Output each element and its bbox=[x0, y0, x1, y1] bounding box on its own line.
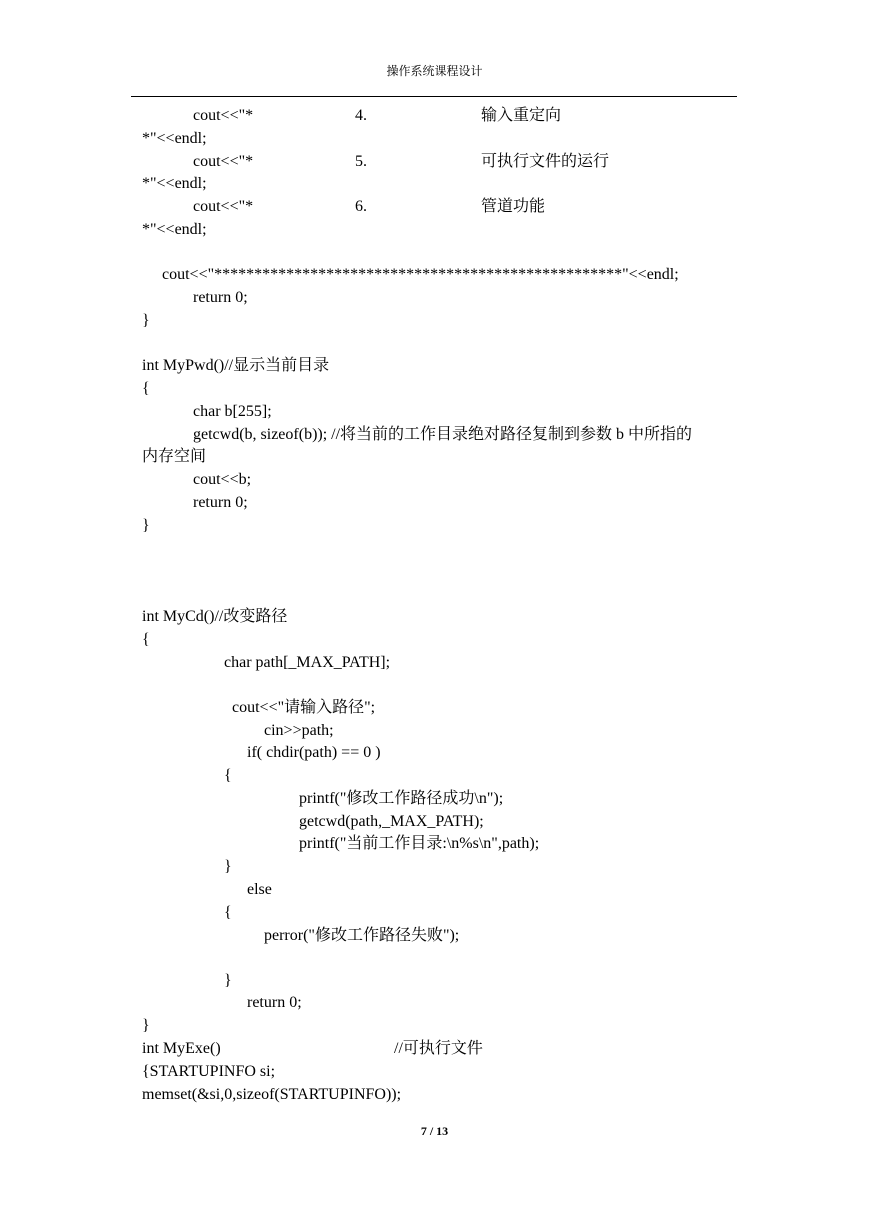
code-line-return: return 0; bbox=[193, 289, 248, 306]
code-line-mypwd-getcwd-cont: 内存空间 bbox=[142, 448, 207, 465]
code-line-menu6-suffix: *"<<endl; bbox=[142, 221, 207, 238]
code-line-menu4-label: 输入重定向 bbox=[481, 107, 562, 124]
page-header-title: 操作系统课程设计 bbox=[386, 64, 483, 78]
code-line-mycd-printf-dir: printf("当前工作目录:\n%s\n",path); bbox=[299, 835, 540, 852]
code-line-mycd-printf-success: printf("修改工作路径成功\n"); bbox=[299, 790, 504, 807]
code-line-close-brace: } bbox=[224, 858, 232, 875]
code-line-menu5-prefix: cout<<"* bbox=[193, 153, 254, 170]
code-line-mycd-if: if( chdir(path) == 0 ) bbox=[247, 744, 381, 761]
code-line-open-brace: { bbox=[224, 904, 232, 921]
code-line-myexe-startupinfo: {STARTUPINFO si; bbox=[142, 1063, 276, 1080]
code-line-mycd-char: char path[_MAX_PATH]; bbox=[224, 654, 391, 671]
header-divider bbox=[131, 96, 737, 97]
code-line-open-brace: { bbox=[224, 767, 232, 784]
code-line-open-brace: { bbox=[142, 631, 150, 648]
code-line-myexe-comment: //可执行文件 bbox=[394, 1040, 483, 1057]
code-line-open-brace: { bbox=[142, 380, 150, 397]
code-line-menu5-suffix: *"<<endl; bbox=[142, 175, 207, 192]
code-line-mycd-perror: perror("修改工作路径失败"); bbox=[264, 927, 460, 944]
code-line-menu6-num: 6. bbox=[355, 198, 367, 215]
code-line-close-brace: } bbox=[224, 972, 232, 989]
code-line-stars: cout<<"***************************************************"<<endl; bbox=[162, 266, 679, 283]
code-line-mycd-signature: int MyCd()//改变路径 bbox=[142, 608, 288, 625]
code-line-menu6-label: 管道功能 bbox=[481, 198, 546, 215]
code-line-menu4-num: 4. bbox=[355, 107, 367, 124]
code-line-mypwd-signature: int MyPwd()//显示当前目录 bbox=[142, 357, 330, 374]
code-line-menu5-num: 5. bbox=[355, 153, 367, 170]
code-line-menu4-prefix: cout<<"* bbox=[193, 107, 254, 124]
code-line-return: return 0; bbox=[193, 494, 248, 511]
code-line-menu6-prefix: cout<<"* bbox=[193, 198, 254, 215]
code-line-mycd-cout: cout<<"请输入路径"; bbox=[232, 699, 376, 716]
code-line-myexe-signature: int MyExe() bbox=[142, 1040, 221, 1057]
code-line-mypwd-getcwd: getcwd(b, sizeof(b)); //将当前的工作目录绝对路径复制到参数 b 中所指的 bbox=[193, 426, 693, 443]
page-number: 7 / 13 bbox=[420, 1124, 449, 1138]
code-line-close-brace: } bbox=[142, 1017, 150, 1034]
code-line-mycd-else: else bbox=[247, 881, 272, 898]
code-line-myexe-memset: memset(&si,0,sizeof(STARTUPINFO)); bbox=[142, 1086, 402, 1103]
code-line-mypwd-char: char b[255]; bbox=[193, 403, 272, 420]
code-line-close-brace: } bbox=[142, 312, 150, 329]
code-line-mypwd-cout: cout<<b; bbox=[193, 471, 252, 488]
code-line-return: return 0; bbox=[247, 994, 302, 1011]
code-line-menu5-label: 可执行文件的运行 bbox=[481, 153, 610, 170]
code-line-mycd-getcwd: getcwd(path,_MAX_PATH); bbox=[299, 813, 484, 830]
code-line-mycd-cin: cin>>path; bbox=[264, 722, 334, 739]
code-line-close-brace: } bbox=[142, 517, 150, 534]
code-line-menu4-suffix: *"<<endl; bbox=[142, 130, 207, 147]
